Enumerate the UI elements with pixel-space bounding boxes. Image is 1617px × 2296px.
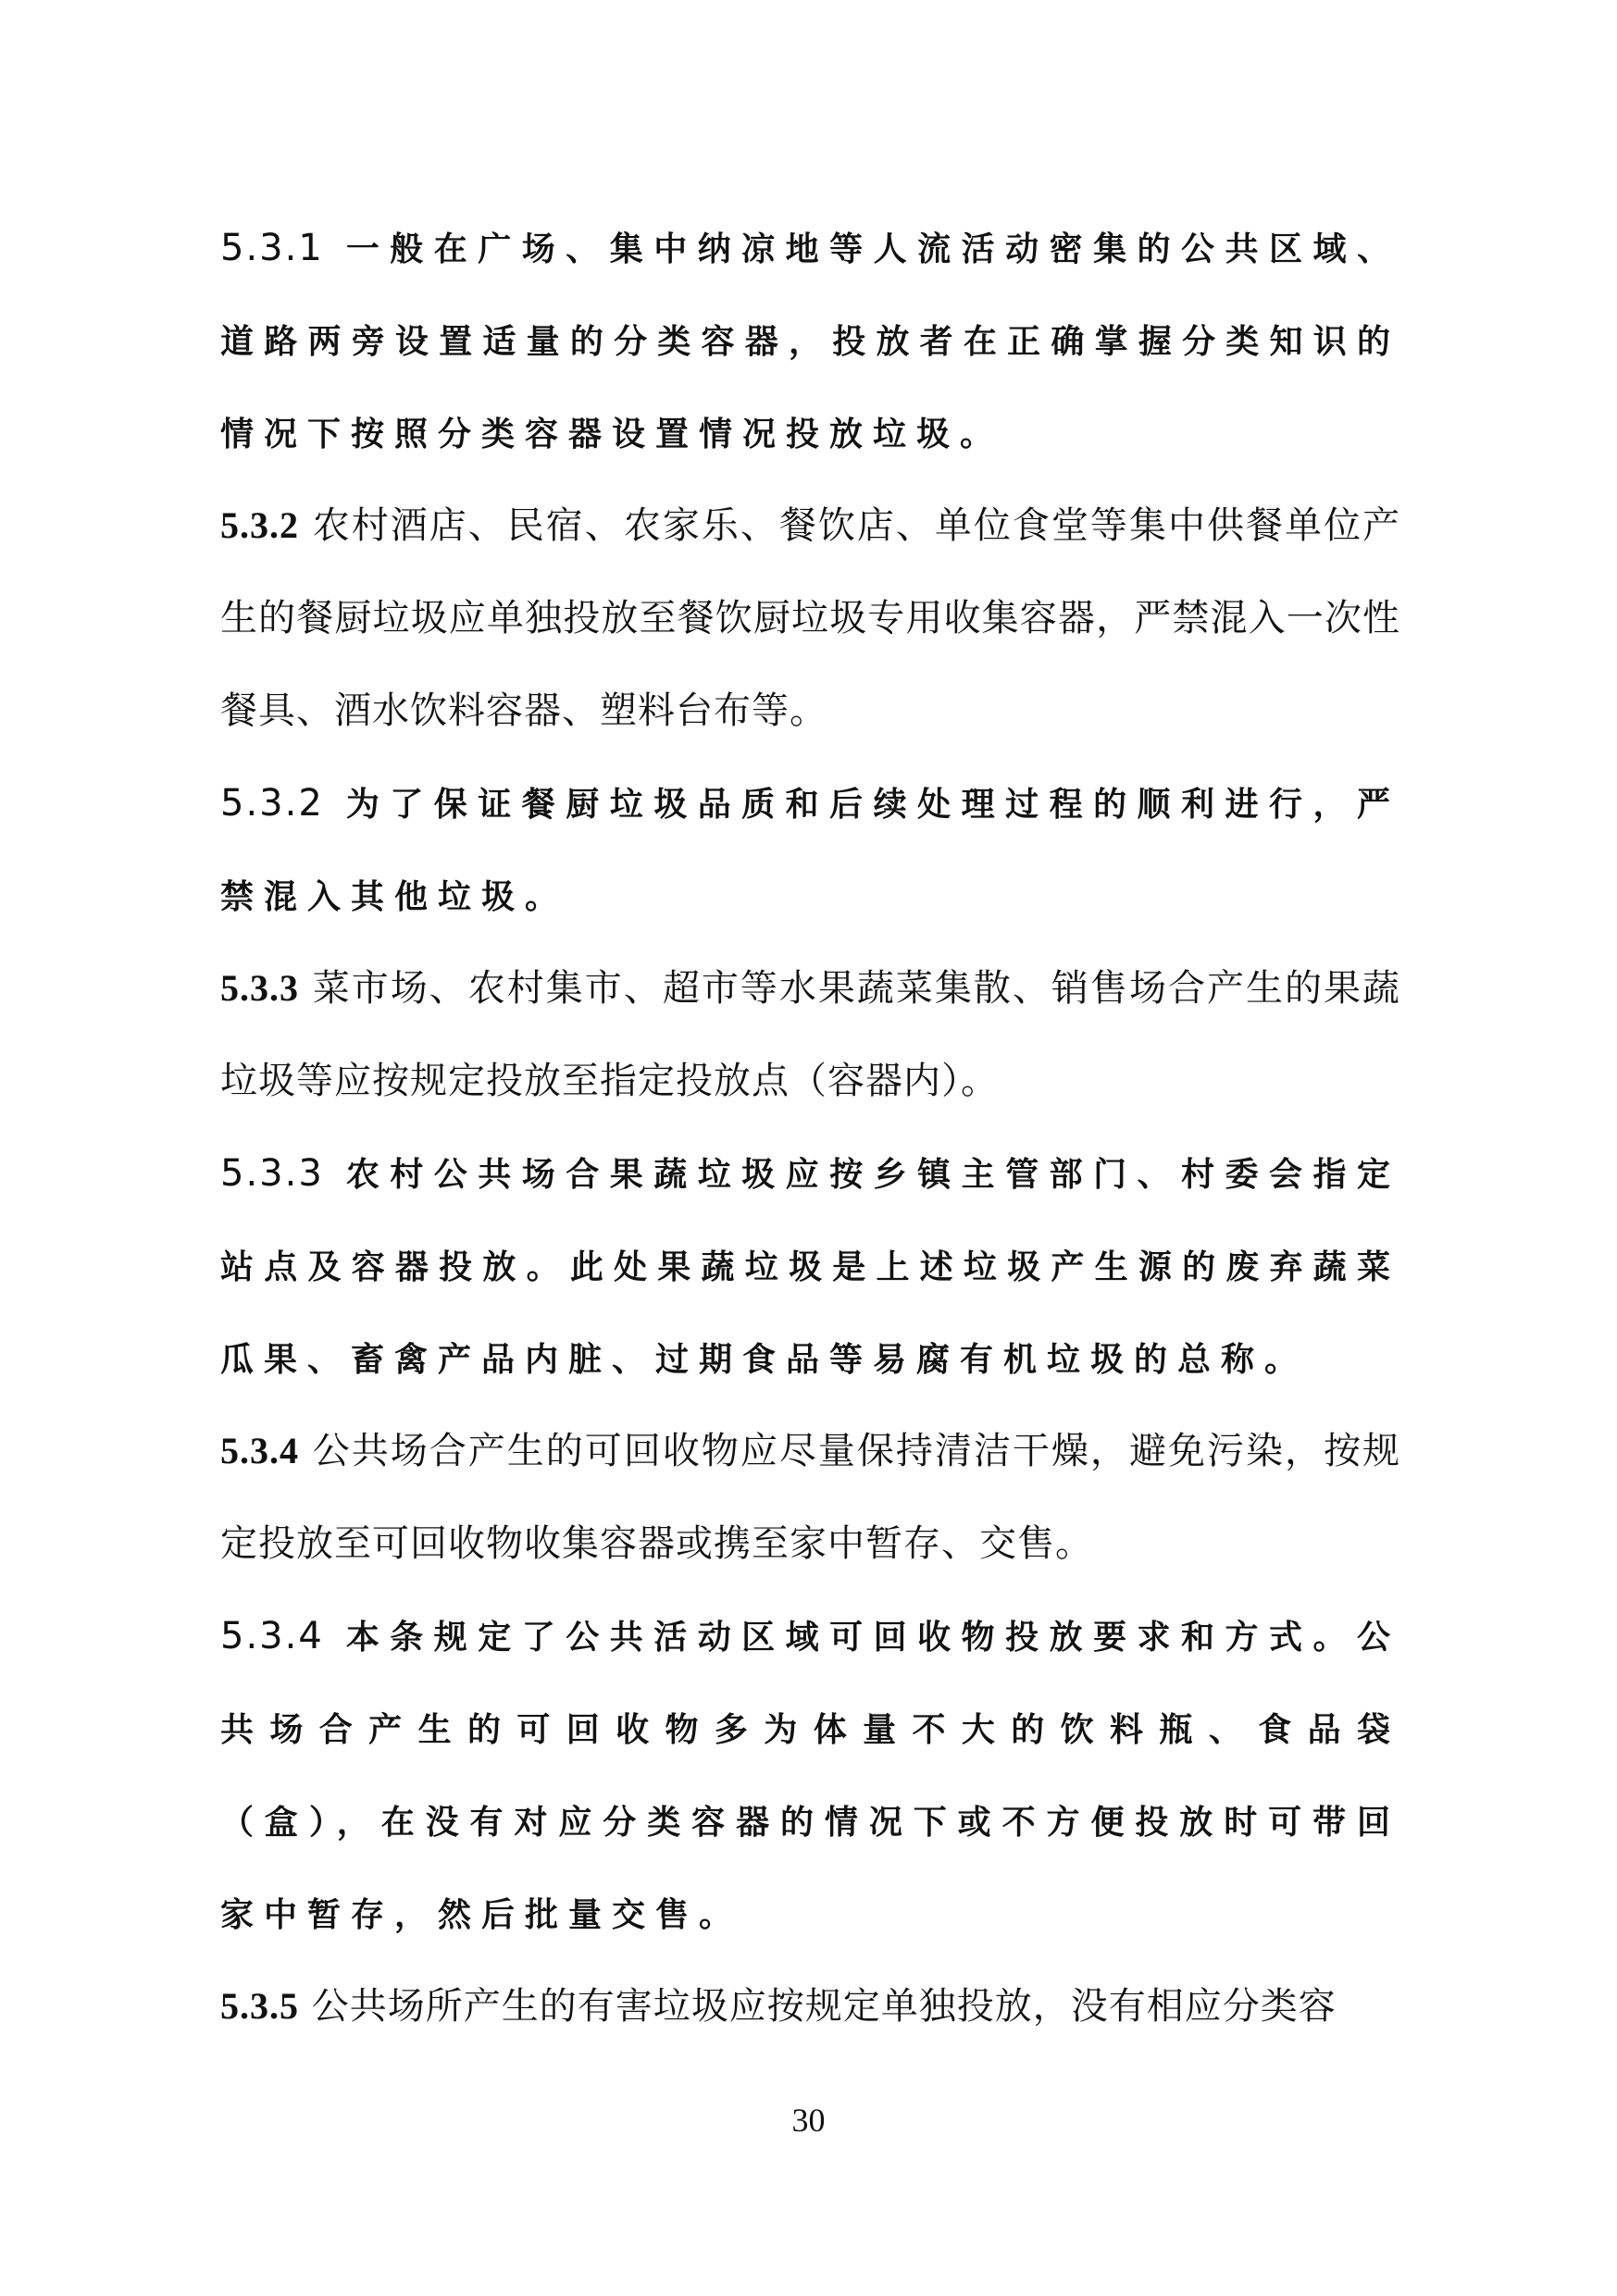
commentary-5-3-1 bbox=[220, 202, 1400, 481]
clause-text: 公共场合产生的可回收物应尽量保持清洁干燥，避免污染，按规定投放至可回收物收集容器或携至家中暂存、交售。 bbox=[220, 1430, 1401, 1565]
commentary-5-3-2 bbox=[220, 757, 1400, 944]
clause-5-3-5 bbox=[220, 1960, 1400, 2053]
clause-text: 公共场所产生的有害垃圾应按规定单独投放，没有相应分类容 bbox=[311, 1985, 1337, 2028]
clause-number: 5.3.1 bbox=[220, 227, 324, 269]
clause-5-3-2 bbox=[220, 479, 1400, 757]
clause-5-3-3 bbox=[220, 942, 1400, 1127]
clause-number: 5.3.3 bbox=[220, 967, 299, 1009]
clause-number: 5.3.3 bbox=[220, 1152, 324, 1195]
clause-5-3-4 bbox=[220, 1405, 1400, 1590]
commentary-text: 本条规定了公共活动区域可回收物投放要求和方式。公共场合产生的可回收物多为体量不大的饮料瓶、食品袋（盒），在没有对应分类容器的情况下或不方便投放时可带回家中暂存，然后批量交售。 bbox=[220, 1619, 1400, 1934]
commentary-text: 农村公共场合果蔬垃圾应按乡镇主管部门、村委会指定站点及容器投放。此处果蔬垃圾是上述垃圾产生源的废弃蔬菜瓜果、畜禽产品内脏、过期食品等易腐有机垃圾的总称。 bbox=[220, 1156, 1400, 1379]
commentary-text: 一般在广场、集中纳凉地等人流活动密集的公共区域、道路两旁设置适量的分类容器，投放者在正确掌握分类知识的情况下按照分类容器设置情况投放垃圾。 bbox=[220, 230, 1400, 453]
clause-number: 5.3.5 bbox=[220, 1985, 299, 2027]
page-number: 30 bbox=[791, 2102, 826, 2139]
commentary-5-3-4 bbox=[220, 1590, 1400, 1962]
clause-number: 5.3.2 bbox=[220, 504, 299, 546]
commentary-5-3-3 bbox=[220, 1127, 1400, 1407]
clause-number: 5.3.2 bbox=[220, 782, 324, 825]
clause-number: 5.3.4 bbox=[220, 1430, 299, 1471]
clause-text: 农村酒店、民宿、农家乐、餐饮店、单位食堂等集中供餐单位产生的餐厨垃圾应单独投放至餐饮厨垃圾专用收集容器，严禁混入一次性餐具、酒水饮料容器、塑料台布等。 bbox=[220, 504, 1401, 732]
commentary-text: 为了保证餐厨垃圾品质和后续处理过程的顺利进行，严禁混入其他垃圾。 bbox=[220, 786, 1400, 916]
clause-number: 5.3.4 bbox=[220, 1615, 324, 1657]
clause-text: 菜市场、农村集市、超市等水果蔬菜集散、销售场合产生的果蔬垃圾等应按规定投放至指定投放点（容器内）。 bbox=[220, 967, 1401, 1102]
